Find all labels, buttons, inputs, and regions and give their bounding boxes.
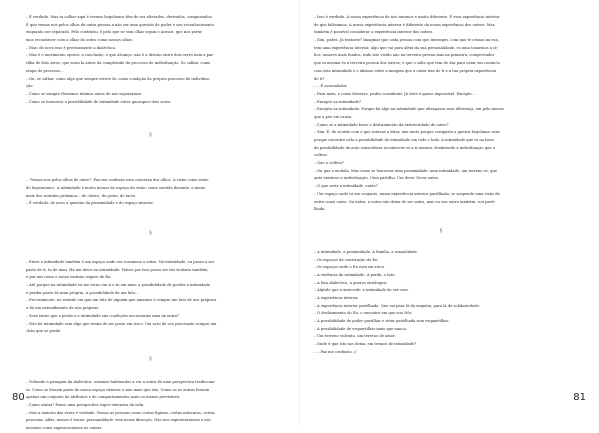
text-line: – Como se sempre fôssemos íntimos antes de nos separarmos. xyxy=(26,91,143,96)
text-line: É que vemos nos pelos olhos da outra pessoa a não ser uma questão de poder e seu reconhecimento xyxy=(26,22,214,27)
text-line: – O que seria a intimidade, então? xyxy=(314,184,378,189)
text-line: enquanto ser separado. Pelo contrário, é pelo que se sem olhar sejam o nossos: que nos porta- xyxy=(26,30,203,35)
section-separator: § xyxy=(149,132,152,139)
text-line: – Mas: de novo isso é precisamente a dialéctica. xyxy=(26,45,116,50)
text-line: que a põe em causa. xyxy=(314,114,353,119)
text-line: – Precisamente, no sentido em que um luto de alguém que amamos é sempre um luto de nós próprios xyxy=(26,298,217,303)
text-line: apenas um conjunto de atributos e de comportamentos mais ou menos previsíveis. xyxy=(26,395,181,400)
text-line: – Excepto na intimidade. Porque há algo na intimidade que ultrapassa essa diferença, em pelo menos xyxy=(314,107,504,112)
text-line: – A violência da intimidade. A perda. o luto. xyxy=(314,272,396,277)
text-line: – Isso é verdade. A nossa experiência de nós mesmos é muito diferente. É essa experiência interior xyxy=(314,15,500,19)
text-line: – Ou que a modela. Mas como se houvesse uma proximidade: uma intimidade, um terreno só, que xyxy=(314,168,498,173)
text-line: com esta intimidade é o abismo entre a imagem que a outra tem de ti e a tua própria experiência xyxy=(314,68,497,73)
text-line: de ti? xyxy=(314,76,325,81)
text-line: ta. Como se fossem parte do nosso espaço exterior e não mais que isto. Como se as outras fossem xyxy=(26,387,210,392)
text-line: e por um como o nosso instinto seguro de Eu. xyxy=(26,275,112,280)
text-line: ante existisse a individuação. Uma partilha. Um devir. Devir outra. xyxy=(314,176,439,181)
text-line: – Entre a intimidade também é um espaço onde nos tornamos o outro. Na intimidade, eu passo a ser xyxy=(26,260,215,264)
page-number: 80 xyxy=(12,392,25,403)
text-line: – Até porque na intimidade eu me torno em ti e tu em mim: a possibilidade de perder a intimidade xyxy=(26,283,211,288)
text-line: ção. xyxy=(26,84,34,89)
text-line: que tu mesma és a terceira pessoa dos outros; e que o salto que tem de dar para estar em contacto xyxy=(314,61,501,66)
text-line: – Como se a intimidade fosse o deslizamento da exterioridade de outro? xyxy=(314,122,449,127)
section-separator: § xyxy=(439,227,443,234)
text-line: cultiva. xyxy=(314,153,328,158)
text-line: – Como sentia? Penso uma perspectiva super entenera da vida. xyxy=(26,402,145,407)
text-line: – Excepto na intimidade? xyxy=(314,99,361,104)
text-line: – Sim. E, de acordo com o que estavas a dizer, não tanto porque conquisto a guerra hegeliana: mas xyxy=(314,130,500,135)
text-line: – A luta dialéctica, a guerra ontológica. xyxy=(314,280,388,285)
text-line: de que falávamos. A nossa experiência interior é diferente da nossa experiência dos outros. Mas xyxy=(314,22,495,27)
text-line: – Ou, se calhar, como algo que sempre esteve lá: como condição do próprio processo de individua- xyxy=(26,76,210,81)
text-line: tilha de dois seres, que seria la antes da completude do processo de individuação. Se calhar, como xyxy=(26,61,211,66)
text-line: – Os espaços de construção do Eu. xyxy=(314,257,379,262)
text-line: – Um terreno violento, um terreno de amor. xyxy=(314,334,396,339)
text-line: – A possibilidade de esquartilhar mais que nunca. xyxy=(314,326,407,331)
right-block-1 xyxy=(314,14,568,214)
text-line: – A experiência interior. xyxy=(314,296,359,300)
text-line: – Não há intimidade sem algo que tenha de ser posto em risco. Um acto de voo precisaste sempre um xyxy=(26,321,217,326)
left-block-1 xyxy=(26,14,275,106)
text-line: – Que a cultiva? xyxy=(314,161,344,166)
text-line: – Para mais, e como disseres, podes considerar. Já viste é quase impossível. Excepto... xyxy=(314,91,476,96)
text-line: – A experiência interior partilhada. Que vai para lá da empatia, para lá da solidariedade. xyxy=(314,303,480,308)
text-line: – "Vemos-nos pelos olhos do outro". Faz-me confusão esta conversa dos olhos. A visão como senti- xyxy=(26,178,209,183)
text-line: outra como outro. Ou antes, a outra não deixa de ser outra, mas eu sou outra também, sou parti- xyxy=(314,199,496,204)
text-line: – Como se houvesse a possibilidade de intimidade entre quaisquer dois seres. xyxy=(26,99,172,104)
text-line: da possibilidade da auto-consciência reconhecer-se a ti mesma, desfazendo a individuação que a xyxy=(314,145,496,150)
text-line: – O deslizamento do Eu, o encontro em que sou Nós. xyxy=(314,311,413,316)
text-line: etapa do processo... xyxy=(26,68,64,73)
text-line: – Sim, podes. Já tentaste? Imaginar que cada pessoa com que interages, com que te cruzas na rua, xyxy=(314,38,499,43)
text-line: mesmos como experienciamos as outras. xyxy=(26,426,103,430)
text-line: e de um entendimento de nós próprias. xyxy=(26,306,100,311)
section-separator: § xyxy=(149,355,152,362)
page-number: 81 xyxy=(573,392,586,403)
text-line: mos reconhecer com o olhar do outro como nossos olhos. xyxy=(26,38,134,43)
text-line: – Mas é o movimento oposto: a conclusão, e que alcança: não é a divisão entre dois seres nem a par- xyxy=(26,53,215,58)
left-block-2 xyxy=(26,177,275,208)
text-line: – Um espaço onde tu em conjunto, numa experiência interior partilhada, se suspende uma visão da xyxy=(314,191,500,196)
text-line: – A possibilidade de poder partilhar e estar partilhada sem esquartilhar. xyxy=(314,319,449,324)
text-line: mais dos sentidos próximos – do cheiro, do gosto, do tacto. xyxy=(26,193,137,198)
text-line: porque encontro nela a possibilidade de intimidade em todo o lado. A intimidade que tu na base xyxy=(314,138,494,142)
text-line: – ...Faz me confusão. // xyxy=(314,349,357,354)
text-line: chão que se perde. xyxy=(26,329,62,334)
text-line: – Mas a maioria das vezes é verdade. Vemos as pessoas como certas figuras, certas máscaras, certas xyxy=(26,410,215,415)
text-line: – Onde é que isto nos deixa, em termos de intimidade? xyxy=(314,342,417,347)
text-line: – É verdade, de novo a questão da proximidade e do espaço interior. xyxy=(26,201,154,206)
text-line: lhada. xyxy=(314,207,326,212)
text-line: também é possível considerar a experiência interior dos outros. xyxy=(314,30,434,35)
left-text-column xyxy=(26,14,275,433)
left-block-3 xyxy=(26,259,275,336)
text-line: parte de ti, tu de mim. Há um devir na intimidade. Talvez por isso possa ser tão violenta também, xyxy=(26,267,209,272)
text-line: tem uma experiência interior, algo que vai para além da sua personalidade, es uma tonarmos a ol- xyxy=(314,45,498,50)
text-line: – É verdade. Mas tu calhar aqui é termos hegelianos têm de ser alterados, derivados, conquistados. xyxy=(26,15,213,19)
section-separator: § xyxy=(149,230,152,236)
text-line: – A intimidade, a proximidade. A família. a sexualidade. xyxy=(314,249,418,254)
left-block-4 xyxy=(26,379,275,433)
text-line: – ...É avassalador. xyxy=(314,84,348,89)
right-text-column xyxy=(314,14,568,357)
right-page xyxy=(300,0,599,425)
text-line: hos: umores mais fundos, tudo isto vivido não na terceira pessoa mas na primeira, compreender xyxy=(314,53,495,58)
text-line: – Algtido que a antecede: a intimidade do ser-com. xyxy=(314,288,409,293)
text-line: e perder parte de mim própria. A possibilidade de um luto... xyxy=(26,290,139,295)
text-line: do hegemónico. A intimidade é muito menos do espaço da visão: como sentido distante, e muito xyxy=(26,185,206,190)
text-line: – Será então que a perda e a intimidade são condições necessárias uma da outra? xyxy=(26,313,180,318)
left-page xyxy=(0,0,299,430)
text-line: personas. Afiás, menos é tenno: personalidade' vem nessa direcção. Não nos experienciamos a nós xyxy=(26,418,211,423)
right-block-2 xyxy=(314,249,568,357)
text-line: – Voltando a paragem da dialéctica: estamos habituados a ver a outra de uma perspectiva tradiciona- xyxy=(26,379,216,384)
text-line: – Os espaços onde o Eu está em risco. xyxy=(314,265,386,270)
